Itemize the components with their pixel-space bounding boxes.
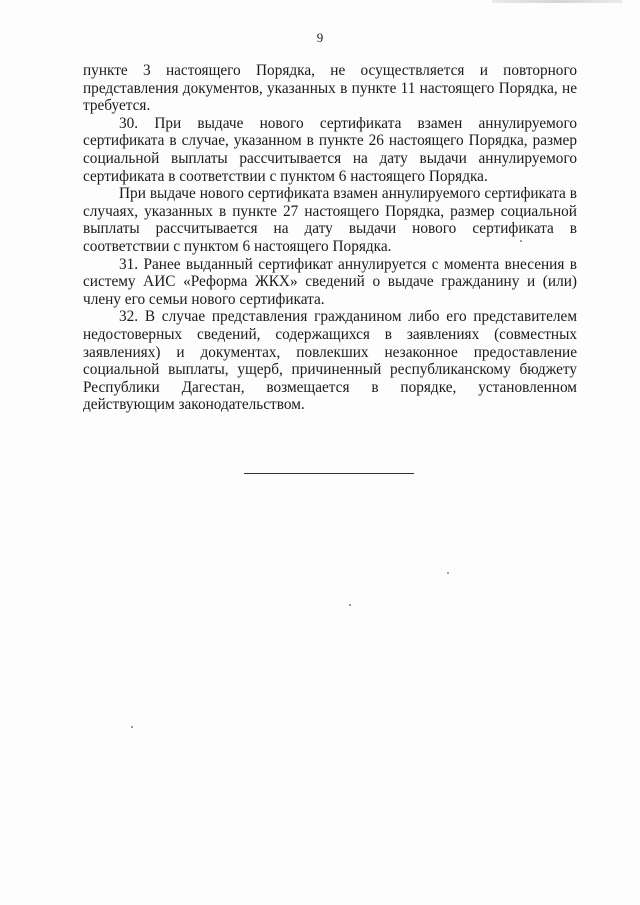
scan-speck — [131, 726, 133, 728]
end-separator-line — [244, 473, 414, 474]
document-body — [83, 62, 577, 414]
paragraph-item-30: 30. При выдаче нового сертификата взамен аннулируемого сертификата в случае, указанном в пункте 26 настоящего Порядка, размер социальной выплаты рассчитывается на дату выдачи аннулируемого сертификата в соответствии с пунктом 6 настоящего Порядка. — [83, 114, 577, 185]
paragraph-item-32: 32. В случае представления гражданином либо его представителем недостоверных сведений, содержащихся в заявлениях (совместных заявлениях) и документах, повлекших незаконное предоставление социальной выплаты, ущерб, причиненный республиканскому бюджету Республики Дагестан, возмещается в порядке, установленном действующим законодательством. — [83, 308, 577, 414]
paragraph-continuation: пункте 3 настоящего Порядка, не осуществляется и повторного представления документов, указанных в пункте 11 настоящего Порядка, не требуется. — [83, 62, 577, 115]
scan-speck — [520, 240, 522, 242]
scan-speck — [447, 572, 449, 574]
page-number: 9 — [316, 30, 324, 45]
paragraph-item-30-continued: При выдаче нового сертификата взамен аннулируемого сертификата в случаях, указанных в пункте 27 настоящего Порядка, размер социальной выплаты рассчитывается на дату выдачи нового сертификата в соответствии с пунктом 6 настоящего Порядка. — [83, 185, 577, 255]
scan-speck — [349, 604, 351, 606]
scan-edge-mark — [492, 0, 622, 3]
paragraph-item-31: 31. Ранее выданный сертификат аннулируется с момента внесения в систему АИС «Реформа ЖКХ» сведений о выдаче гражданину и (или) члену его семьи нового сертификата. — [83, 255, 577, 308]
